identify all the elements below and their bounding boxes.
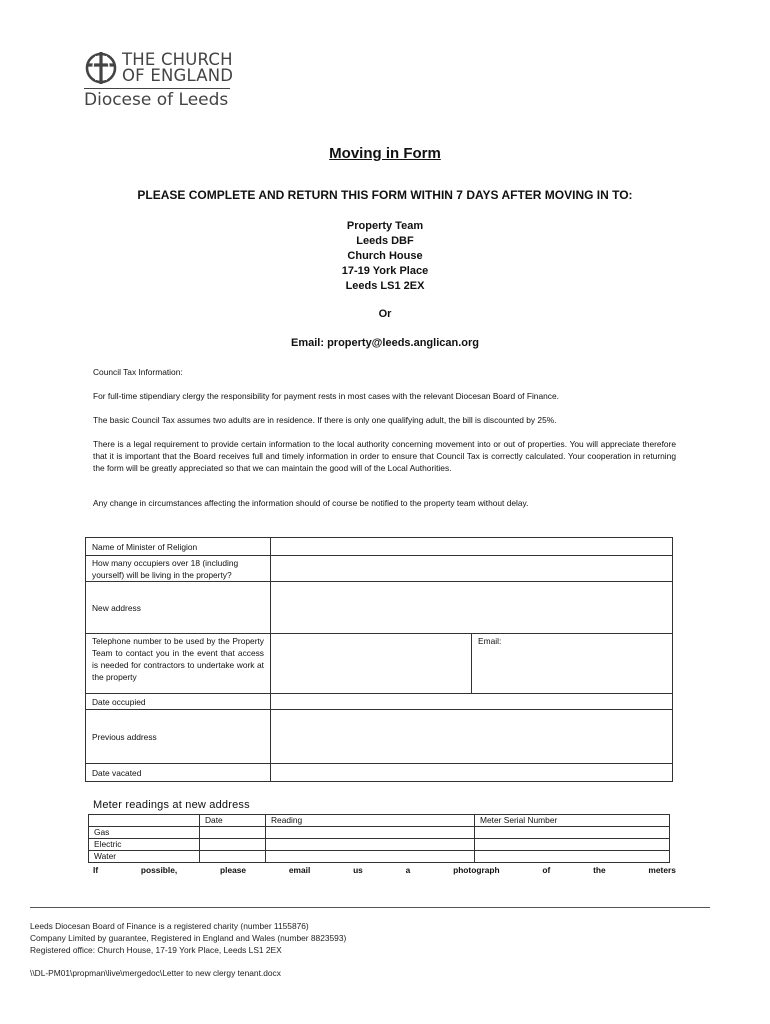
council-tax-paragraph-2: The basic Council Tax assumes two adults are in residence. If there is only one qualifying adult, the bill is discounted by 25%. [93, 415, 557, 425]
telephone-label: Telephone number to be used by the Property Team to contact you in the event that access is needed for contractors to undertake work at the property [86, 634, 271, 694]
new-address-field[interactable] [271, 582, 673, 634]
address-line: Property Team [346, 220, 424, 232]
cross-circle-icon [84, 50, 118, 86]
occupiers-label: How many occupiers over 18 (including yourself) will be living in the property? [86, 556, 271, 582]
email-field[interactable]: Email: [472, 634, 673, 694]
meter-serial-cell[interactable] [475, 827, 670, 839]
meter-header-date: Date [200, 815, 266, 827]
note-word: a [405, 865, 411, 875]
meter-row-label: Water [89, 851, 200, 863]
meter-serial-cell[interactable] [475, 851, 670, 863]
footer-office-line: Registered office: Church House, 17-19 York Place, Leeds LS1 2EX [30, 945, 282, 955]
note-word: of [542, 865, 551, 875]
address-line: 17-19 York Place [341, 265, 429, 277]
address-line: Church House [347, 250, 423, 262]
footer-divider [30, 907, 710, 908]
footer-legal [30, 920, 346, 956]
meter-header-blank [89, 815, 200, 827]
minister-name-label: Name of Minister of Religion [86, 538, 271, 556]
meter-reading-cell[interactable] [266, 851, 475, 863]
logo-text-line2: OF ENGLAND [122, 66, 234, 85]
date-vacated-label: Date vacated [86, 764, 271, 782]
date-occupied-field[interactable] [271, 694, 673, 710]
meter-header-serial: Meter Serial Number [475, 815, 670, 827]
meter-row-label: Electric [89, 839, 200, 851]
minister-name-field[interactable] [271, 538, 673, 556]
footer-company-line: Company Limited by guarantee, Registered in England and Wales (number 8823593) [30, 933, 347, 943]
meter-date-cell[interactable] [200, 827, 266, 839]
meter-serial-cell[interactable] [475, 839, 670, 851]
address-line: Leeds DBF [356, 235, 414, 247]
church-of-england-logo [84, 50, 244, 114]
telephone-field[interactable] [271, 634, 472, 694]
meter-date-cell[interactable] [200, 839, 266, 851]
new-address-label: New address [86, 582, 271, 634]
table-row [86, 764, 673, 782]
occupiers-field[interactable] [271, 556, 673, 582]
date-vacated-field[interactable] [271, 764, 673, 782]
meter-row-label: Gas [89, 827, 200, 839]
meter-header-reading: Reading [266, 815, 475, 827]
table-row [86, 556, 673, 582]
meter-photo-note [93, 865, 676, 875]
previous-address-field[interactable] [271, 710, 673, 764]
page-title: Moving in Form [329, 145, 441, 162]
note-word: please [220, 865, 247, 875]
meter-date-cell[interactable] [200, 851, 266, 863]
note-word: the [593, 865, 606, 875]
logo-diocese-name: Diocese of Leeds [84, 90, 229, 110]
note-word: possible, [140, 865, 178, 875]
table-row [86, 538, 673, 556]
return-email[interactable]: Email: property@leeds.anglican.org [291, 337, 479, 349]
meter-readings-title: Meter readings at new address [93, 799, 250, 811]
or-separator: Or [378, 308, 392, 320]
council-tax-paragraph-3: There is a legal requirement to provide certain information to the local authority concerning movement into or out of properties. You will appreciate therefore that it is important that the Board receives full and timely information in order to ensure that Council Tax is correctly calculated. Your cooperation in returning the form will be greatly appreciated so that we can maintain the good will of the Local Authorities. [93, 439, 676, 473]
previous-address-label: Previous address [86, 710, 271, 764]
note-word: email [288, 865, 311, 875]
note-word: meters [648, 865, 676, 875]
return-address [0, 219, 770, 294]
table-row [86, 694, 673, 710]
logo-divider [84, 88, 230, 89]
table-row [89, 839, 670, 851]
table-row [86, 710, 673, 764]
date-occupied-label: Date occupied [86, 694, 271, 710]
address-line: Leeds LS1 2EX [345, 280, 425, 292]
file-path: \\DL-PM01\propman\live\mergedoc\Letter to new clergy tenant.docx [30, 968, 281, 978]
council-tax-paragraph-4: Any change in circumstances affecting the information should of course be notified to the property team without delay. [93, 498, 529, 508]
table-row [86, 634, 673, 694]
table-row [86, 582, 673, 634]
logo-text-line1: THE CHURCH [122, 50, 233, 69]
note-word: photograph [453, 865, 500, 875]
meter-reading-cell[interactable] [266, 827, 475, 839]
note-word: If [93, 865, 99, 875]
note-word: us [353, 865, 363, 875]
meter-readings-table [88, 814, 670, 863]
return-instruction: PLEASE COMPLETE AND RETURN THIS FORM WITHIN 7 DAYS AFTER MOVING IN TO: [137, 188, 633, 202]
tenant-details-table [85, 537, 673, 782]
table-row [89, 851, 670, 863]
meter-reading-cell[interactable] [266, 839, 475, 851]
table-row [89, 815, 670, 827]
council-tax-paragraph-1: For full-time stipendiary clergy the responsibility for payment rests in most cases with the relevant Diocesan Board of Finance. [93, 391, 559, 401]
council-tax-heading: Council Tax Information: [93, 367, 183, 377]
table-row [89, 827, 670, 839]
footer-charity-line: Leeds Diocesan Board of Finance is a registered charity (number 1155876) [30, 921, 309, 931]
